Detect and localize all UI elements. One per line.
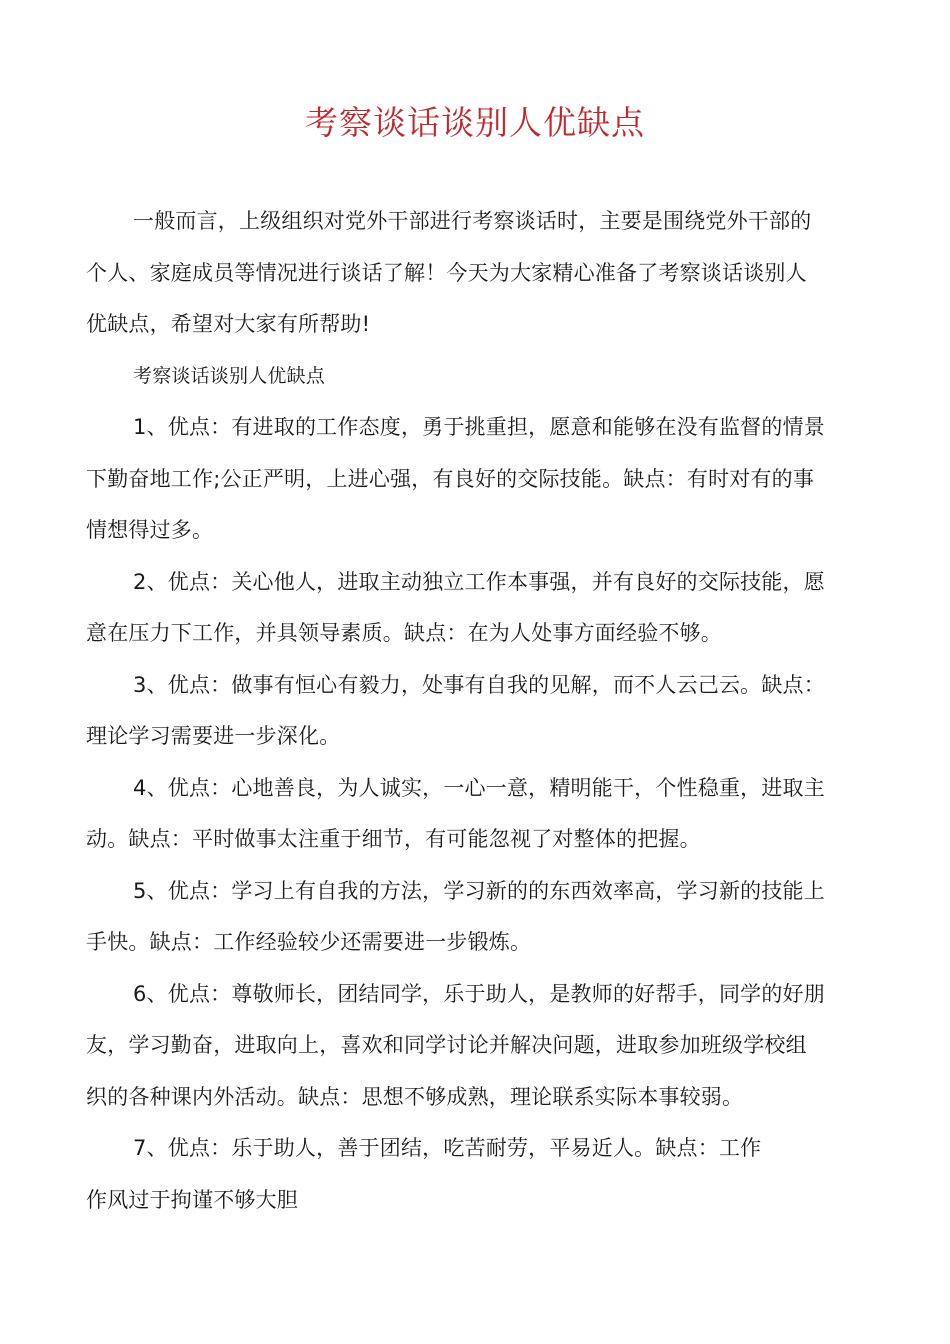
item-line: 友，学习勤奋，进取向上，喜欢和同学讨论并解决问题，进取参加班级学校组 <box>86 1033 807 1057</box>
item-1 <box>86 402 866 557</box>
item-line: 手快。缺点：工作经验较少还需要进一步锻炼。 <box>86 930 532 954</box>
item-7 <box>86 1123 866 1226</box>
item-3 <box>86 660 866 763</box>
item-line: 2、优点：关心他人，进取主动独立工作本事强，并有良好的交际技能，愿 <box>133 569 825 594</box>
item-line: 情想得过多。 <box>86 518 214 542</box>
item-line: 作风过于拘谨不够大胆 <box>86 1187 298 1212</box>
item-line: 织的各种课内外活动。缺点：思想不够成熟，理论联系实际本事较弱。 <box>86 1084 744 1109</box>
intro-line: 一般而言，上级组织对党外干部进行考察谈话时，主要是围绕党外干部的 <box>133 209 812 233</box>
item-line: 1、优点：有进取的工作态度，勇于挑重担，愿意和能够在没有监督的情景 <box>133 415 825 439</box>
document-body <box>86 196 866 1226</box>
item-2 <box>86 557 866 660</box>
section-subtitle-text: 考察谈话谈别人优缺点 <box>133 364 326 387</box>
item-5 <box>86 866 866 969</box>
item-line: 意在压力下工作，并具领导素质。缺点：在为人处事方面经验不够。 <box>86 621 722 645</box>
item-4 <box>86 763 866 866</box>
document-title: 考察谈话谈别人优缺点 <box>305 103 645 142</box>
item-line: 6、优点：尊敬师长，团结同学，乐于助人，是教师的好帮手，同学的好朋 <box>133 981 825 1006</box>
item-line: 3、优点：做事有恒心有毅力，处事有自我的见解，而不人云己云。缺点： <box>133 672 825 697</box>
item-line: 下勤奋地工作;公正严明，上进心强，有良好的交际技能。缺点：有时对有的事 <box>86 466 815 491</box>
intro-paragraph <box>86 196 866 351</box>
item-line: 4、优点：心地善良，为人诚实，一心一意，精明能干，个性稳重，进取主 <box>133 775 825 800</box>
intro-line: 优缺点，希望对大家有所帮助! <box>86 312 371 336</box>
item-line: 理论学习需要进一步深化。 <box>86 724 341 748</box>
intro-line: 个人、家庭成员等情况进行谈话了解！今天为大家精心准备了考察谈话谈别人 <box>86 260 807 285</box>
item-line: 5、优点：学习上有自我的方法，学习新的的东西效率高，学习新的技能上 <box>133 878 825 903</box>
section-subtitle <box>86 351 866 403</box>
item-line: 7、优点：乐于助人，善于团结，吃苦耐劳，平易近人。缺点：工作 <box>133 1136 762 1160</box>
item-6 <box>86 969 866 1124</box>
item-line: 动。缺点：平时做事太注重于细节，有可能忽视了对整体的把握。 <box>86 827 701 851</box>
